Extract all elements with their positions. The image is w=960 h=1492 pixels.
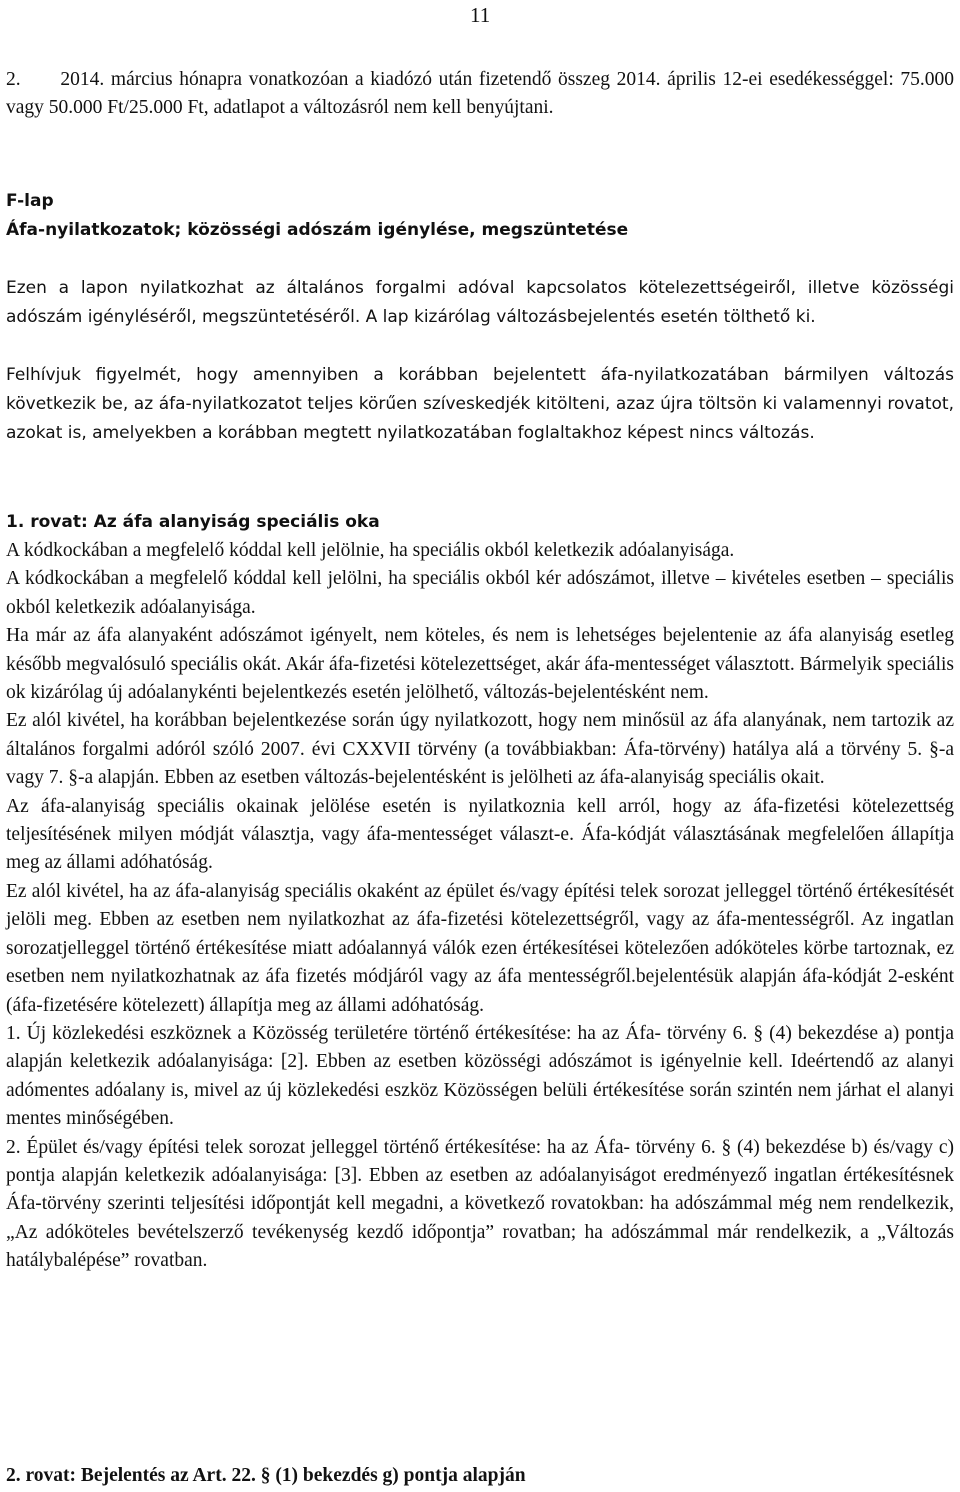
- rovat-1-paragraph: Ha már az áfa alanyaként adószámot igényelt, nem köteles, és nem is lehetséges bejelentenie az áfa alanyiság esetleg később megvalósuló speciális okát. Akár áfa-fizetési kötelezettséget, akár áfa-mentességet választott. Bármelyik speciális ok kizárólag új adóalanykénti bejelentkezés esetén jelölhető, változás-bejelentésként nem.: [6, 625, 954, 704]
- rovat-2-heading: 2. rovat: Bejelentés az Art. 22. § (1) bekezdés g) pontja alapján: [6, 1465, 526, 1486]
- rovat-1-paragraph: Az áfa-alanyiság speciális okainak jelölése esetén is nyilatkoznia kell arról, hogy az áfa-fizetési kötelezettség teljesítésének milyen módját választja, vagy áfa-mentességet választ-e. Áfa-kódját választásának megfelelően állapítja meg az állami adóhatóság.: [6, 795, 954, 874]
- page-number: 11: [470, 3, 491, 27]
- rovat-1-item-2: 2. Épület és/vagy építési telek sorozat jelleggel történő értékesítése: ha az Áfa- törvény 6. § (4) bekezdése b) és/vagy c) pontja alapján keletkezik adóalanyisága: [3]. Ebben az esetben az adóalanyiságot eredményező ingatlan értékesítésnek Áfa-törvény szerinti teljesítési időpontját kell megadni, a következő rovatokban: ha adószámmal még nem rendelkezik, „Az adóköteles bevételszerző tevékenység kezdő időpontja” rovatban; ha adószámmal már rendelkezik, a „Változás hatálybalépése” rovatban.: [6, 1136, 954, 1272]
- flap-title: Áfa-nyilatkozatok; közösségi adószám igénylése, megszüntetése: [6, 220, 629, 240]
- rovat-1-paragraph: A kódkockában a megfelelő kóddal kell jelölni, ha speciális okból kér adószámot, illetve – kivételes esetben – speciális okból keletkezik adóalanyisága.: [6, 568, 954, 618]
- rovat-1-paragraph: Ez alól kivétel, ha az áfa-alanyiság speciális okaként az épület és/vagy építési telek sorozat jelleggel történő értékesítését jelöli meg. Ebben az esetben nem nyilatkozhat az áfa-fizetési kötelezettségről, vagy az áfa-mentességről. Az ingatlan sorozatjelleggel történő értékesítése miatt adóalannyá válók ezen értékesítései kötelezően adóköteles körbe tartoznak, ez esetben nem nyilatkozhatnak az áfa fizetés módjáról vagy az áfa mentességről.bejelentésük alapján áfa-kódját 2-esként (áfa-fizetésére kötelezett) állapítja meg az állami adóhatóság.: [6, 880, 954, 1016]
- rovat-1-paragraph: A kódkockában a megfelelő kóddal kell jelölnie, ha speciális okból keletkezik adóalanyisága.: [6, 540, 735, 561]
- rovat-1-heading: 1. rovat: Az áfa alanyiság speciális oka: [6, 512, 380, 532]
- flap-notice-paragraph: Felhívjuk figyelmét, hogy amennyiben a korábban bejelentett áfa-nyilatkozatában bármilyen változás következik be, az áfa-nyilatkozatot teljes körűen szíveskedjék kitölteni, azaz újra töltsön ki valamennyi rovatot, azokat is, amelyekben a korábban megtett nyilatkozatában foglaltakhoz képest nincs változás.: [6, 365, 954, 443]
- flap-label: F-lap: [6, 191, 54, 211]
- rovat-1-paragraph: Ez alól kivétel, ha korábban bejelentkezése során úgy nyilatkozott, hogy nem minősül az áfa alanyának, nem tartozik az általános forgalmi adóról szóló 2007. évi CXXVII törvény (a továbbiakban: Áfa-törvény) hatálya alá a törvény 5. §-a vagy 7. §-a alapján. Ebben az esetben változás-bejelentésként is jelölheti az áfa-alanyiság speciális okait.: [6, 710, 954, 789]
- rovat-1-body: [6, 537, 954, 1276]
- rovat-1-item-1: 1. Új közlekedési eszköznek a Közösség területére történő értékesítése: ha az Áfa- törvény 6. § (4) bekezdése a) pontja alapján keletkezik adóalanyisága: [2]. Ebben az esetben közösségi adószámot is igényelnie kell. Ideértendő az alanyi adómentes adóalany is, mivel az új közlekedési eszköz Közösségen belüli értékesítése során szintén nem járhat el alanyi mentes minőségében.: [6, 1022, 954, 1130]
- flap-intro-paragraph: Ezen a lapon nyilatkozhat az általános forgalmi adóval kapcsolatos kötelezettségeiről, illetve közösségi adószám igényléséről, megszüntetéséről. A lap kizárólag változásbejelentés esetén tölthető ki.: [6, 278, 954, 327]
- intro-item-2: 2. 2014. március hónapra vonatkozóan a kiadózó után fizetendő összeg 2014. április 12-ei esedékességgel: 75.000 vagy 50.000 Ft/25.000 Ft, adatlapot a változásról nem kell benyújtani.: [6, 69, 954, 119]
